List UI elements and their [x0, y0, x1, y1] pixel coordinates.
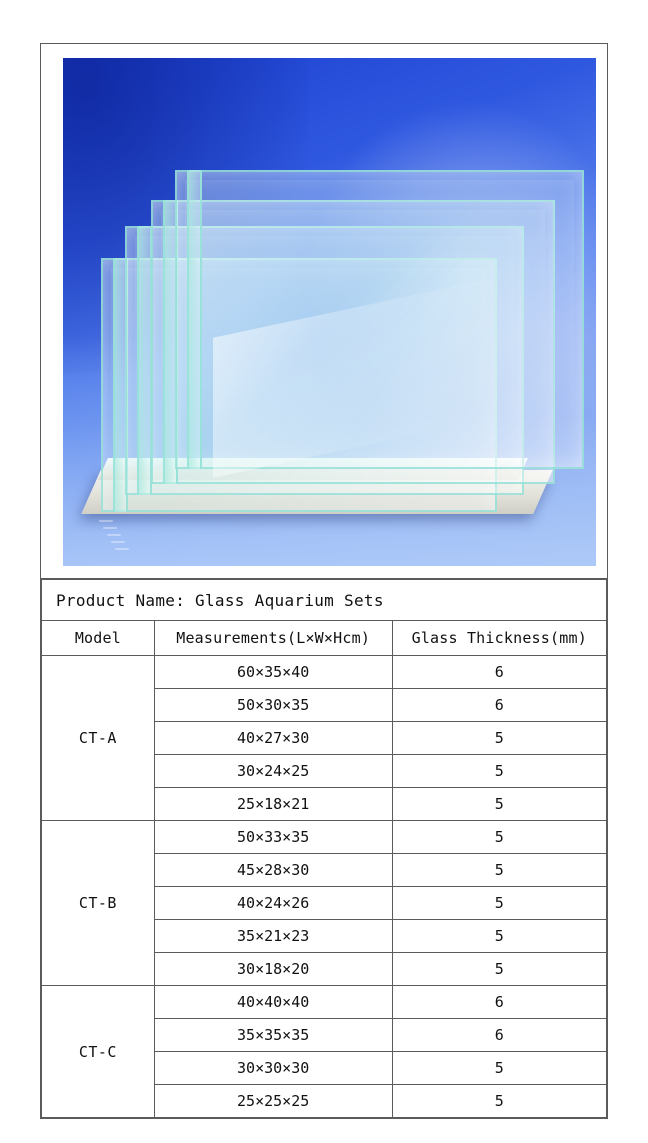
thickness-cell: 5: [392, 755, 606, 788]
tank-inner-4: [185, 180, 574, 459]
measurements-cell: 40×27×30: [154, 722, 392, 755]
aquarium-tank-4: [175, 170, 584, 469]
thickness-cell: 5: [392, 920, 606, 953]
model-cell-ct-a: CT-A: [42, 656, 155, 821]
measurements-cell: 25×25×25: [154, 1085, 392, 1118]
table-row: [42, 656, 607, 689]
thickness-cell: 5: [392, 953, 606, 986]
thickness-cell: 6: [392, 1019, 606, 1052]
thickness-cell: 6: [392, 689, 606, 722]
thickness-cell: 6: [392, 986, 606, 1019]
specification-table-body: [42, 580, 607, 1118]
thickness-cell: 5: [392, 1085, 606, 1118]
measurements-cell: 25×18×21: [154, 788, 392, 821]
backdrop-marks: [93, 518, 213, 554]
model-cell-ct-b: CT-B: [42, 821, 155, 986]
product-photo-cell: [41, 44, 607, 579]
measurements-cell: 30×18×20: [154, 953, 392, 986]
measurements-cell: 45×28×30: [154, 854, 392, 887]
table-row: [42, 986, 607, 1019]
product-name-row: [42, 580, 607, 621]
specification-table: [41, 579, 607, 1118]
thickness-cell: 5: [392, 788, 606, 821]
thickness-cell: 6: [392, 656, 606, 689]
measurements-cell: 50×30×35: [154, 689, 392, 722]
measurements-cell: 40×24×26: [154, 887, 392, 920]
thickness-cell: 5: [392, 722, 606, 755]
thickness-cell: 5: [392, 854, 606, 887]
measurements-cell: 60×35×40: [154, 656, 392, 689]
measurements-cell: 30×30×30: [154, 1052, 392, 1085]
measurements-cell: 30×24×25: [154, 755, 392, 788]
thickness-cell: 5: [392, 821, 606, 854]
spec-sheet: [40, 43, 608, 1119]
header-model: Model: [42, 621, 155, 656]
table-row: [42, 821, 607, 854]
tank-side-panel-2: [137, 226, 152, 495]
thickness-cell: 5: [392, 1052, 606, 1085]
measurements-cell: 35×21×23: [154, 920, 392, 953]
header-thickness: Glass Thickness(mm): [392, 621, 606, 656]
product-name-cell: Product Name: Glass Aquarium Sets: [42, 580, 607, 621]
table-header-row: [42, 621, 607, 656]
thickness-cell: 5: [392, 887, 606, 920]
header-measurements: Measurements(L×W×Hcm): [154, 621, 392, 656]
model-cell-ct-c: CT-C: [42, 986, 155, 1118]
tank-side-panel-4: [187, 170, 202, 469]
measurements-cell: 40×40×40: [154, 986, 392, 1019]
glass-aquarium-sets-photo: [63, 58, 596, 566]
measurements-cell: 50×33×35: [154, 821, 392, 854]
measurements-cell: 35×35×35: [154, 1019, 392, 1052]
